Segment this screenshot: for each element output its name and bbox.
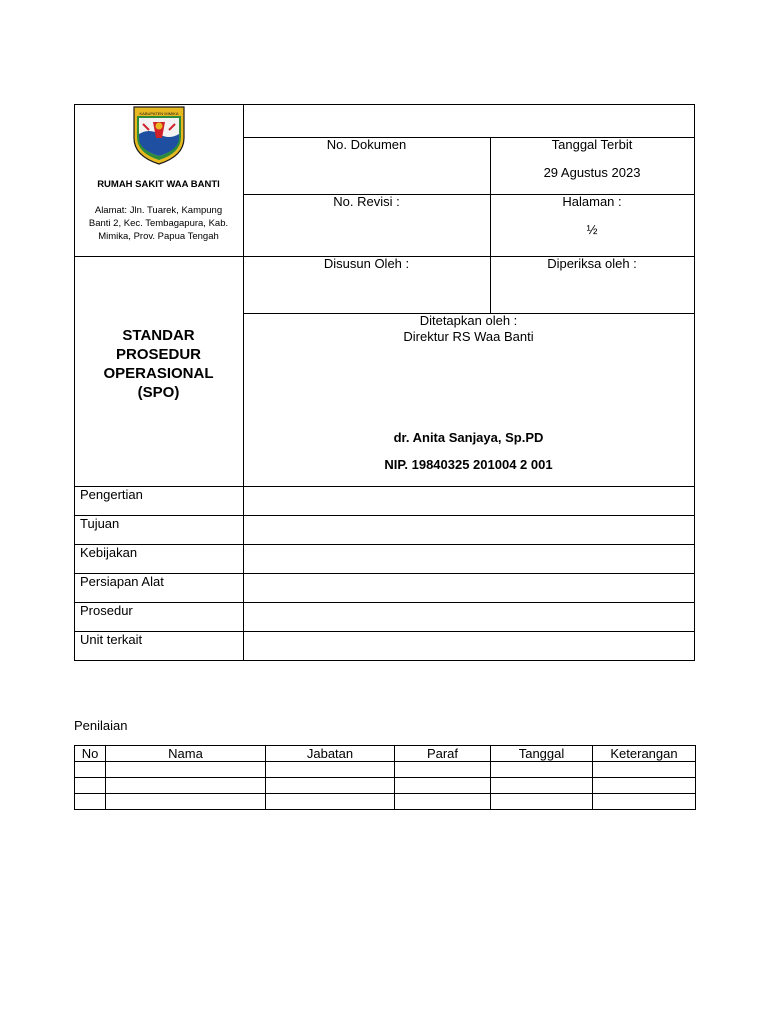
table-cell [75,778,106,794]
col-header-keterangan: Keterangan [593,746,696,762]
table-cell [266,794,395,810]
disusun-oleh-label: Disusun Oleh : [323,256,410,271]
section-kebijakan: Kebijakan [80,545,138,560]
col-header-nama: Nama [106,746,266,762]
halaman-label: Halaman : [562,194,622,209]
tanggal-terbit-label: Tanggal Terbit [551,137,633,152]
spo-title-line-3: OPERASIONAL [103,365,214,382]
table-cell [491,778,593,794]
penilaian-table [74,745,696,810]
table-cell [395,778,491,794]
col-header-paraf: Paraf [395,746,491,762]
table-cell [266,762,395,778]
table-cell [106,778,266,794]
col-header-jabatan: Jabatan [266,746,395,762]
spo-title-line-4: (SPO) [137,384,180,401]
ditetapkan-label: Ditetapkan oleh : [419,313,518,328]
section-persiapan-alat: Persiapan Alat [80,574,164,589]
diperiksa-oleh-label: Diperiksa oleh : [547,256,637,271]
halaman-value: ½ [586,222,598,237]
table-cell [106,794,266,810]
table-cell [593,762,696,778]
signer-nip: NIP. 19840325 201004 2 001 [384,457,553,472]
no-revisi-label: No. Revisi : [333,194,400,209]
signer-name: dr. Anita Sanjaya, Sp.PD [393,430,544,445]
col-header-no: No [75,746,106,762]
logo-banner-text: KABUPATEN MIMIKA [139,111,179,116]
table-cell [593,794,696,810]
hospital-logo [131,104,187,166]
spo-header-table [74,104,695,661]
hospital-address-line-1: Alamat: Jln. Tuarek, Kampung [94,205,223,216]
table-cell [75,762,106,778]
section-tujuan: Tujuan [80,516,120,531]
spo-title-line-2: PROSEDUR [115,346,201,363]
section-unit-terkait: Unit terkait [80,632,143,647]
penilaian-title: Penilaian [74,718,128,733]
hospital-address-line-2: Banti 2, Kec. Tembagapura, Kab. [88,218,229,229]
table-cell [266,778,395,794]
table-cell [395,794,491,810]
table-cell [491,762,593,778]
section-pengertian: Pengertian [80,487,143,502]
hospital-address-line-3: Mimika, Prov. Papua Tengah [98,231,219,242]
approver-position: Direktur RS Waa Banti [403,329,534,344]
table-cell [491,794,593,810]
table-row [75,762,696,778]
table-cell [75,794,106,810]
spo-title-line-1: STANDAR [122,327,195,344]
table-cell [395,762,491,778]
no-dokumen-label: No. Dokumen [326,137,407,152]
table-cell [106,762,266,778]
penilaian-header-row [75,746,696,762]
table-row [75,794,696,810]
table-row [75,778,696,794]
table-cell [593,778,696,794]
section-prosedur: Prosedur [80,603,133,618]
tanggal-terbit-value: 29 Agustus 2023 [543,165,641,180]
col-header-tanggal: Tanggal [491,746,593,762]
hospital-name: RUMAH SAKIT WAA BANTI [97,179,220,190]
